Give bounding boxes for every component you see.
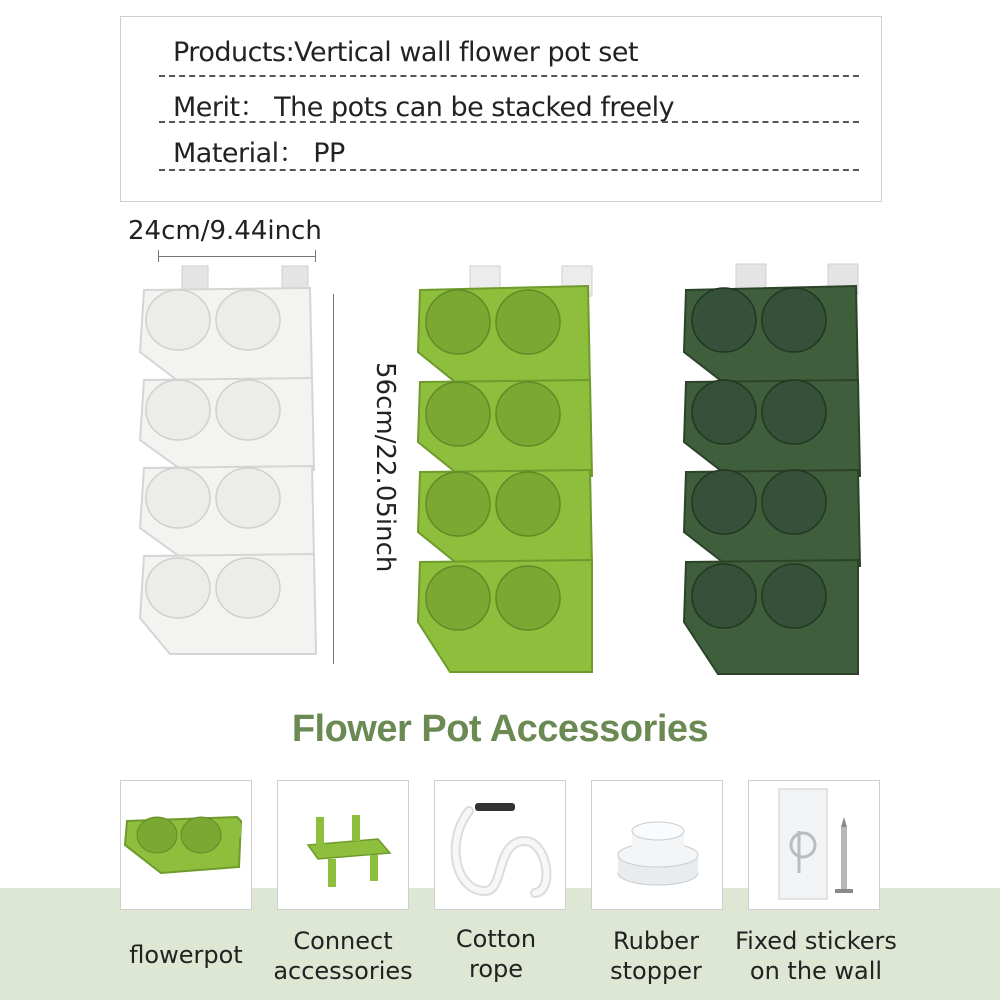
accessory-card-wall-stickers: [748, 780, 880, 910]
white-pot-stack: [130, 262, 330, 672]
width-dimension-line: [158, 256, 316, 257]
accessory-card-cotton-rope: [434, 780, 566, 910]
width-dimension-label: 24cm/9.44inch: [128, 216, 322, 246]
accessory-label-rope: rope: [468, 955, 524, 983]
wall-sticker-image: [749, 781, 881, 911]
width-dimension-tick: [158, 250, 159, 262]
accessory-label-connect: Connect: [293, 927, 393, 955]
accessories-title: Flower Pot Accessories: [291, 708, 709, 750]
spec-products: Products:Vertical wall flower pot set: [173, 37, 639, 68]
accessory-label-rubber: Rubber: [613, 927, 699, 955]
width-dimension-tick: [315, 250, 316, 262]
spec-material: Material： PP: [173, 138, 345, 169]
flowerpot-image: [121, 781, 253, 911]
spec-divider: [159, 169, 859, 171]
accessory-label-stopper: stopper: [610, 957, 702, 985]
spec-box: [120, 16, 882, 202]
accessory-label-connect-line2: accessories: [273, 957, 413, 985]
accessory-card-rubber-stopper: [591, 780, 723, 910]
spec-divider: [159, 121, 859, 123]
height-dimension-label: 56cm/22.05inch: [370, 362, 400, 573]
height-dimension-line: [333, 294, 334, 664]
dark-green-pot-stack: [678, 262, 878, 682]
light-green-pot-stack: [410, 262, 610, 682]
accessory-label-cotton: Cotton: [455, 925, 537, 953]
accessory-label-on-the-wall: on the wall: [749, 957, 883, 985]
accessory-label-flowerpot: flowerpot: [129, 941, 243, 969]
connect-accessory-image: [278, 781, 410, 911]
accessory-card-flowerpot: [120, 780, 252, 910]
rubber-stopper-image: [592, 781, 724, 911]
spec-divider: [159, 75, 859, 77]
accessory-label-fixed-stickers: Fixed stickers: [735, 927, 897, 955]
accessory-card-connect: [277, 780, 409, 910]
spec-merit: Merit： The pots can be stacked freely: [173, 92, 675, 123]
cotton-rope-image: [435, 781, 567, 911]
